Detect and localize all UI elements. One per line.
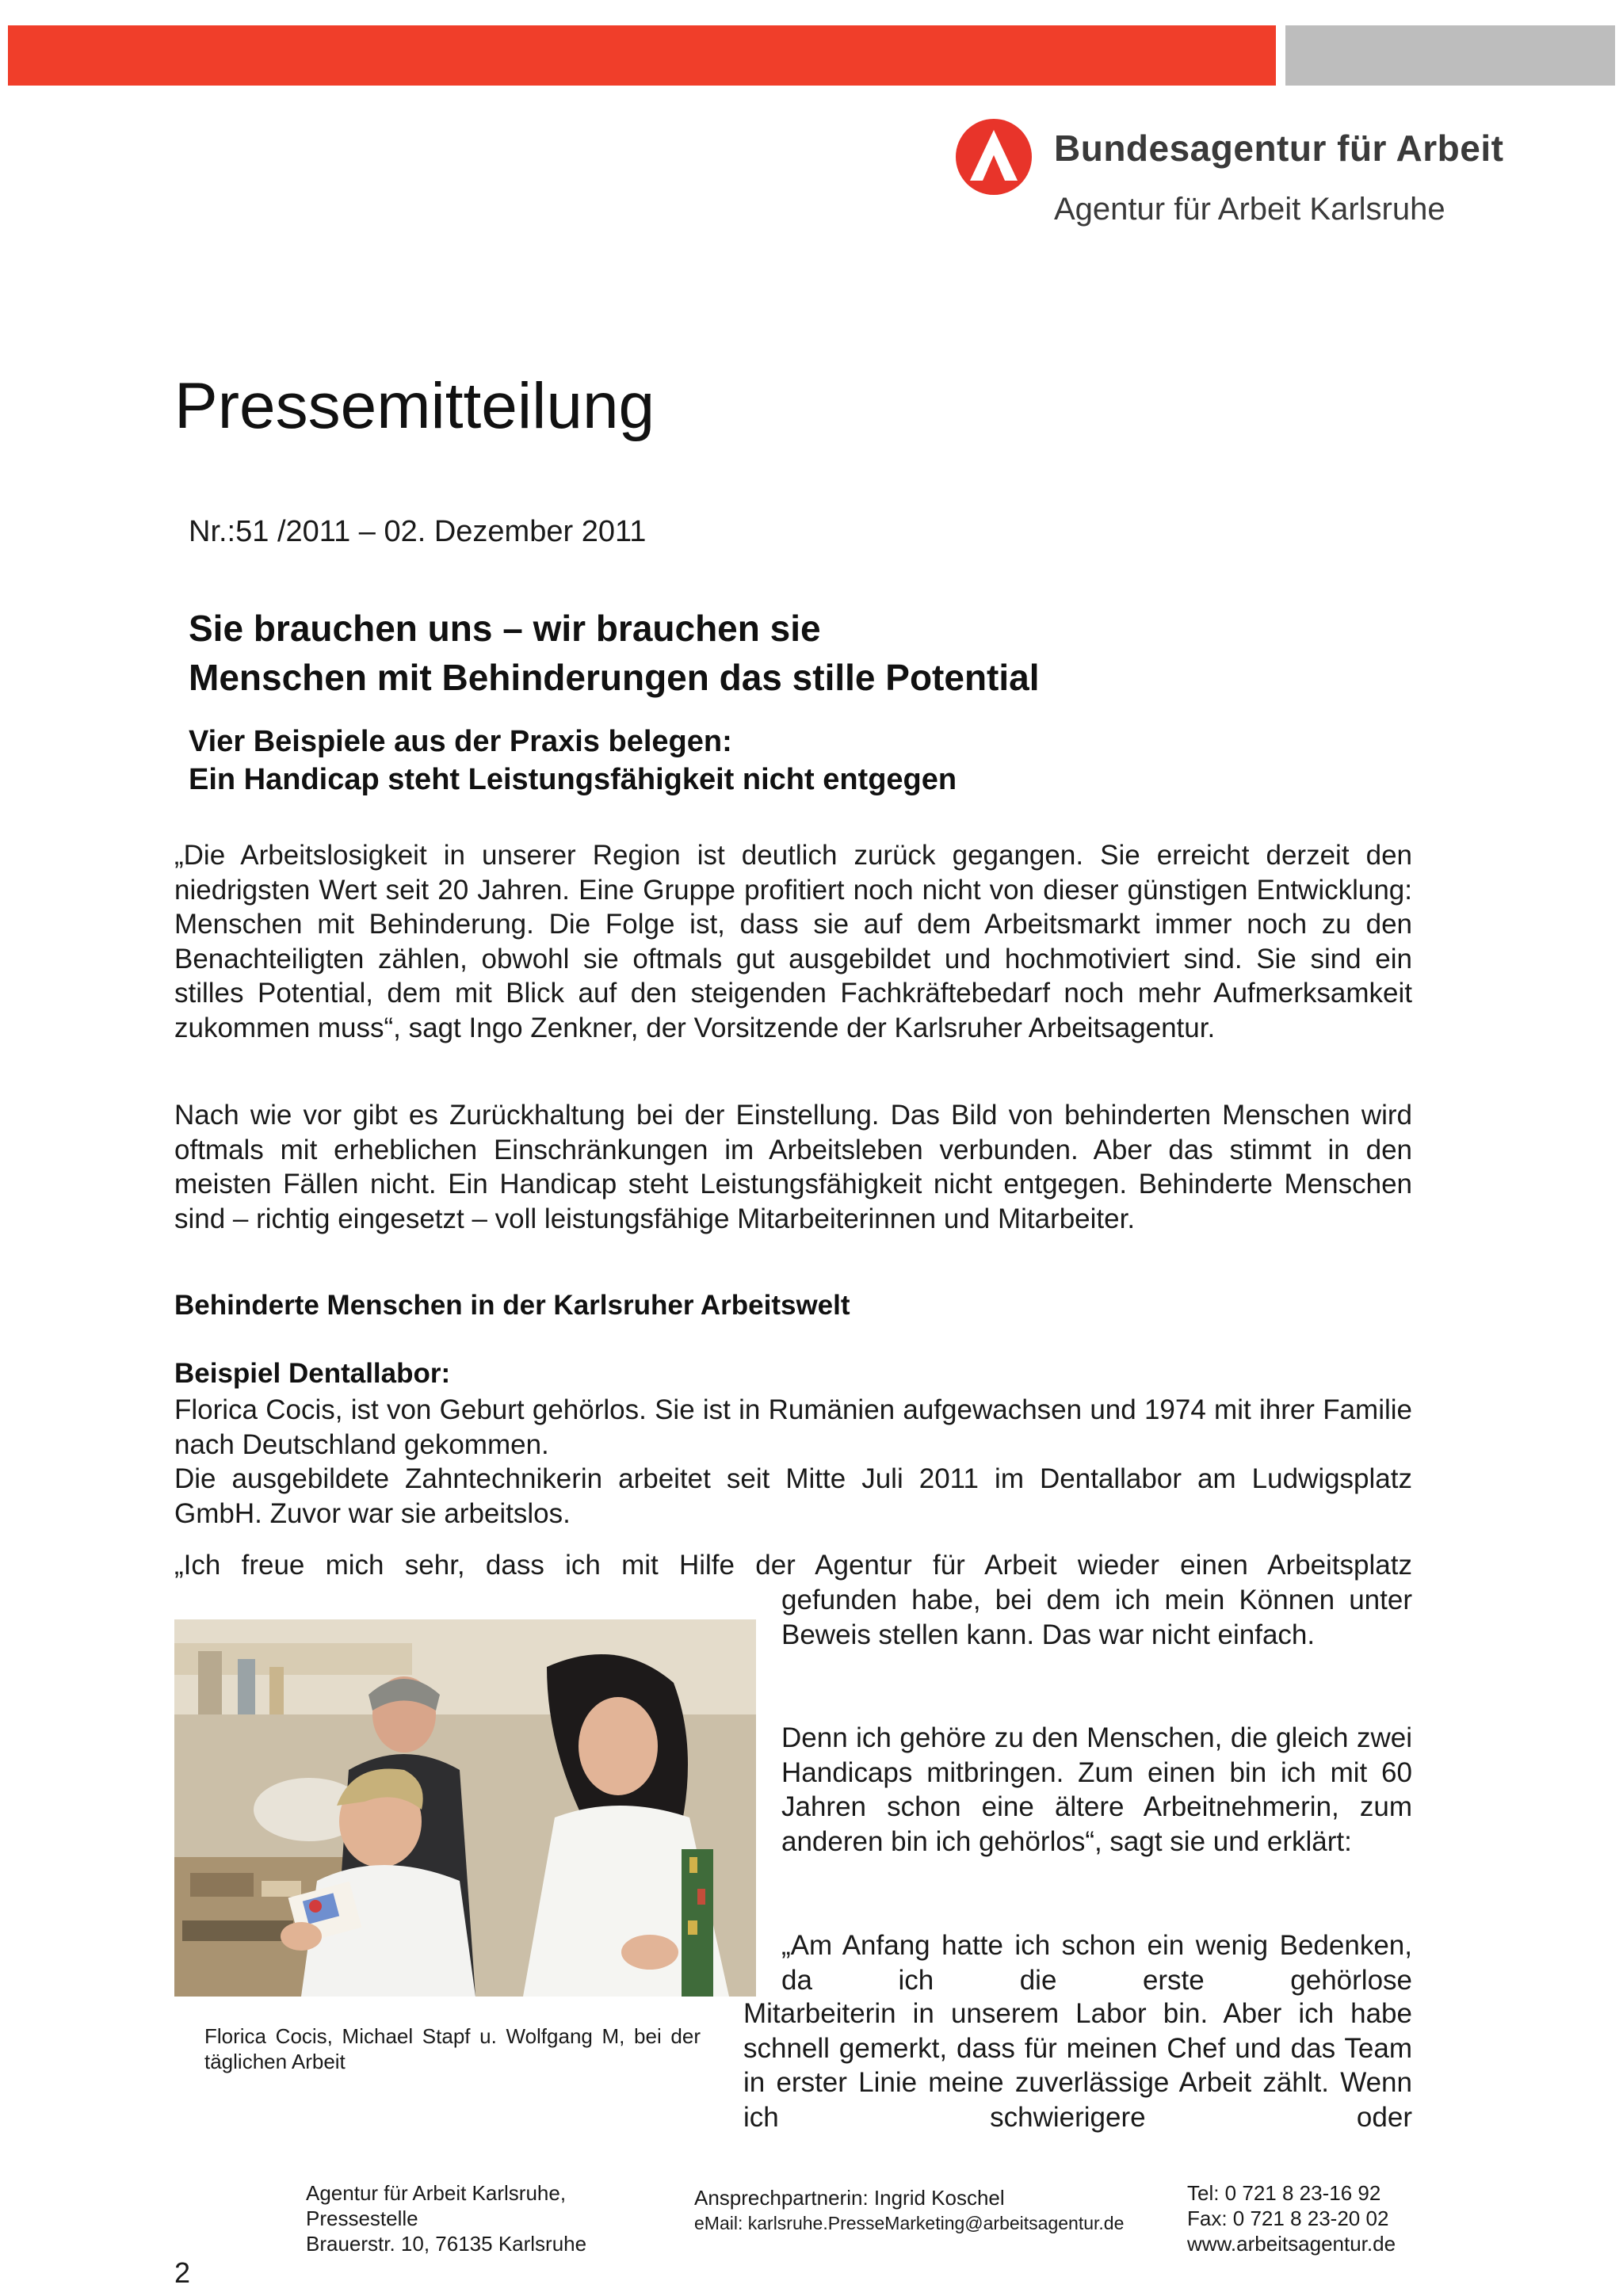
logo-title: Bundesagentur für Arbeit bbox=[1054, 128, 1504, 169]
headline bbox=[189, 604, 1457, 702]
footer-phone-fax bbox=[1187, 2180, 1396, 2256]
paragraph-2: Nach wie vor gibt es Zurückhaltung bei der Einstellung. Das Bild von behinderten Menschen wird oftmals mit erheblichen Einschränkungen im Arbeitsleben verbunden. Aber das stimmt in den meisten Fällen nicht. Ein Handicap steht Leistungsfähigkeit nicht entgegen. Behinderte Menschen sind – richtig eingesetzt – voll leistungsfähige Mitarbeiterinnen und Mitarbeiter. bbox=[174, 1100, 1412, 1234]
paragraph-3 bbox=[174, 1393, 1412, 1531]
headline-line-1: Sie brauchen uns – wir brauchen sie bbox=[189, 608, 821, 649]
example-title: Beispiel Dentallabor: bbox=[174, 1358, 451, 1389]
paragraph-7: „Am Anfang hatte ich schon ein wenig Bedenken, da ich die erste gehörlose bbox=[781, 1930, 1412, 1996]
arbeitsagentur-logo-icon bbox=[954, 117, 1033, 196]
paragraph-8: Mitarbeiterin in unserem Labor bin. Aber ich habe schnell gemerkt, dass für meinen Chef und das Team in erster Linie meine zuverlässige Arbeit zählt. Wenn ich schwierigere oder bbox=[743, 1998, 1412, 2133]
headline-line-2: Menschen mit Behinderungen das stille Potential bbox=[189, 657, 1040, 698]
page-number: 2 bbox=[174, 2256, 191, 2289]
footer-address bbox=[306, 2180, 586, 2256]
footer-department: Pressestelle bbox=[306, 2206, 418, 2230]
footer-email[interactable]: eMail: karlsruhe.PresseMarketing@arbeitsagentur.de bbox=[694, 2213, 1125, 2233]
paragraph-5: gefunden habe, bei dem ich mein Können unter Beweis stellen kann. Das war nicht einfach. bbox=[781, 1585, 1412, 1650]
footer-org: Agentur für Arbeit Karlsruhe, bbox=[306, 2181, 567, 2205]
footer-website[interactable]: www.arbeitsagentur.de bbox=[1187, 2232, 1396, 2256]
subheadline-line-1: Vier Beispiele aus der Praxis belegen: bbox=[189, 725, 732, 758]
subheadline bbox=[189, 723, 1457, 799]
paragraph-4: „Ich freue mich sehr, dass ich mit Hilfe der Agentur für Arbeit wieder einen Arbeitsplatz bbox=[174, 1550, 1412, 1581]
header-gray-bar bbox=[1285, 25, 1615, 86]
paragraph-3a: Florica Cocis, ist von Geburt gehörlos. Sie ist in Rumänien aufgewachsen und 1974 mit ihrer Familie nach Deutschland gekommen. bbox=[174, 1394, 1412, 1460]
footer-phone: Tel: 0 721 8 23-16 92 bbox=[1187, 2181, 1381, 2205]
header-red-bar bbox=[8, 25, 1276, 86]
section-title: Behinderte Menschen in der Karlsruher Arbeitswelt bbox=[174, 1290, 850, 1321]
paragraph-1: „Die Arbeitslosigkeit in unserer Region ist deutlich zurück gegangen. Sie erreicht derzeit den niedrigsten Wert seit 20 Jahren. Eine Gruppe profitiert noch nicht von dieser günstigen Entwicklung: Menschen mit Behinderung. Die Folge ist, dass sie auf dem Arbeitsmarkt immer noch zu den Benachteiligten zählen, obwohl sie oftmals gut ausgebildet und hochmotiviert sind. Sie sind ein stilles Potential, dem mit Blick auf den steigenden Fachkräftebedarf noch mehr Aufmerksamkeit zukommen muss“, sagt Ingo Zenkner, der Vorsitzende der Karlsruher Arbeitsagentur. bbox=[174, 840, 1412, 1043]
footer-fax: Fax: 0 721 8 23-20 02 bbox=[1187, 2206, 1389, 2230]
subheadline-line-2: Ein Handicap steht Leistungsfähigkeit nicht entgegen bbox=[189, 763, 957, 796]
footer-street: Brauerstr. 10, 76135 Karlsruhe bbox=[306, 2232, 587, 2256]
footer-contact-person: Ansprechpartnerin: Ingrid Koschel bbox=[694, 2186, 1005, 2210]
logo-subtitle: Agentur für Arbeit Karlsruhe bbox=[1054, 192, 1445, 227]
paragraph-3b: Die ausgebildete Zahntechnikerin arbeitet seit Mitte Juli 2011 im Dentallabor am Ludwigsplatz GmbH. Zuvor war sie arbeitslos. bbox=[174, 1463, 1412, 1529]
dental-lab-photo bbox=[174, 1619, 756, 1997]
document-title: Pressemitteilung bbox=[174, 370, 655, 442]
paragraph-6: Denn ich gehöre zu den Menschen, die gleich zwei Handicaps mitbringen. Zum einen bin ich mit 60 Jahren schon eine ältere Arbeitnehmerin, zum anderen bin ich gehörlos“, sagt sie und erklärt: bbox=[781, 1722, 1412, 1857]
document-number: Nr.:51 /2011 – 02. Dezember 2011 bbox=[189, 515, 647, 548]
photo-caption: Florica Cocis, Michael Stapf u. Wolfgang M, bei der täglichen Arbeit bbox=[204, 2024, 701, 2073]
